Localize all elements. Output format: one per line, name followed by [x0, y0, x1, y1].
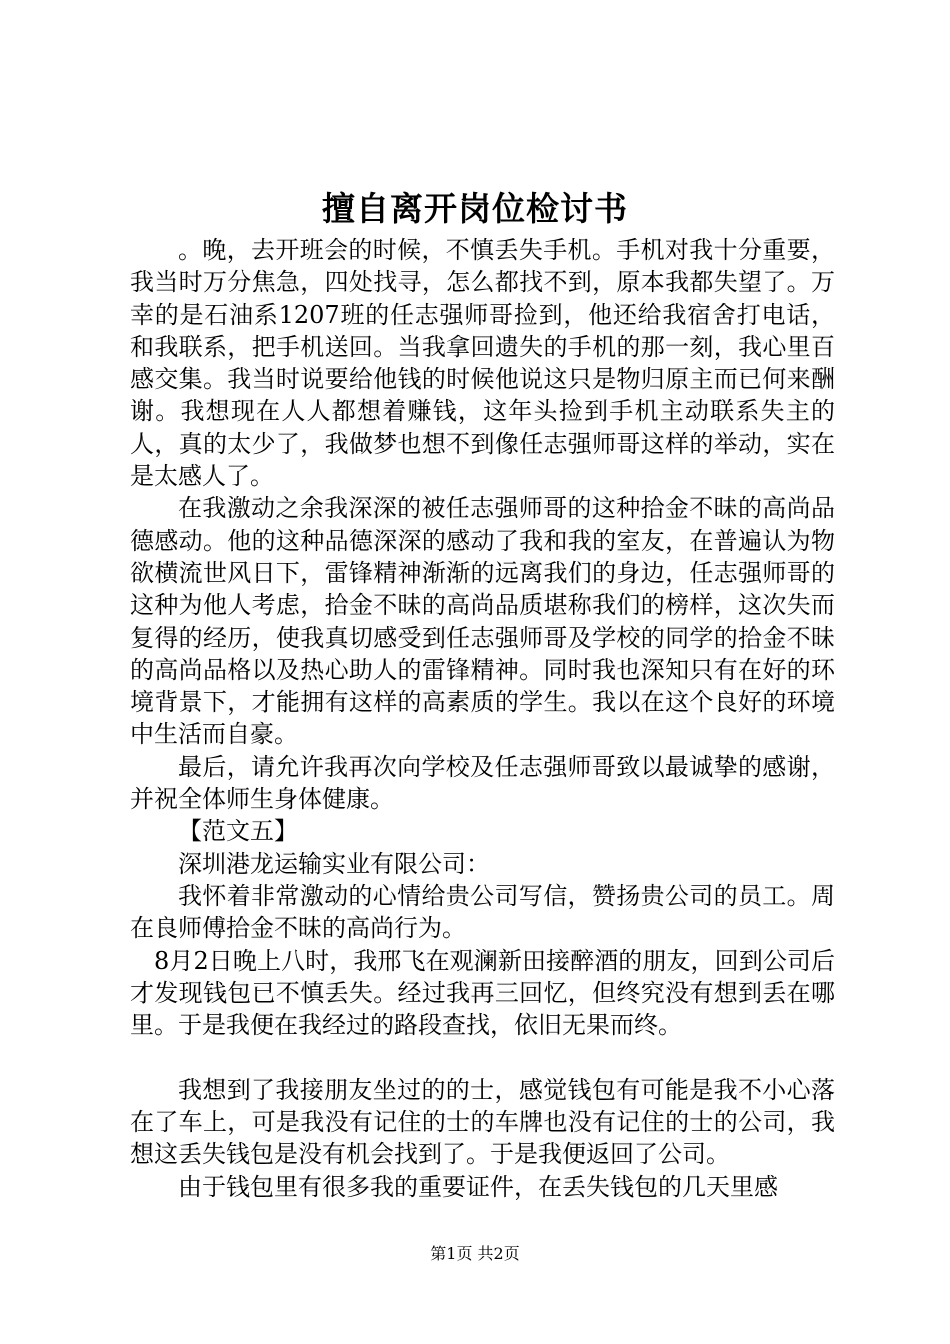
- blank-line: [130, 1041, 835, 1073]
- paragraph-2: 在我激动之余我深深的被任志强师哥的这种拾金不昧的高尚品德感动。他的这种品德深深的感动了我和我的室友，在普遍认为物欲横流世风日下，雷锋精神渐渐的远离我们的身边，任志强师哥的这种为他人考虑，拾金不昧的高尚品质堪称我们的榜样，这次失而复得的经历，使我真切感受到任志强师哥及学校的同学的拾金不昧的高尚品格以及热心助人的雷锋精神。同时我也深知只有在好的环境背景下，才能拥有这样的高素质的学生。我以在这个良好的环境中生活而自豪。: [130, 494, 835, 749]
- sample-heading: 【范文五】: [178, 817, 298, 846]
- paragraph-5: 8月2日晚上八时，我邢飞在观澜新田接醉酒的朋友，回到公司后才发现钱包已不慎丢失。经过我再三回忆，但终究没有想到丢在哪里。于是我便在我经过的路段查找，依旧无果而终。: [130, 946, 835, 1040]
- document-body: [130, 234, 835, 1203]
- paragraph-1: 。晚，去开班会的时候，不慎丢失手机。手机对我十分重要，我当时万分焦急，四处找寻，怎么都找不到，原本我都失望了。万幸的是石油系1207班的任志强师哥捡到，他还给我宿舍打电话，和我联系，把手机送回。当我拿回遗失的手机的那一刻，我心里百感交集。我当时说要给他钱的时候他说这只是物归原主而已何来酬谢。我想现在人人都想着赚钱，这年头捡到手机主动联系失主的人，真的太少了，我做梦也想不到像任志强师哥这样的举动，实在是太感人了。: [130, 236, 835, 491]
- paragraph-4: 我怀着非常激动的心情给贵公司写信，赞扬贵公司的员工。周在良师傅拾金不昧的高尚行为。: [130, 881, 835, 943]
- letter-salutation: 深圳港龙运输实业有限公司：: [178, 849, 490, 878]
- page-footer: 第1页 共2页: [430, 1244, 520, 1263]
- paragraph-3: 最后，请允许我再次向学校及任志强师哥致以最诚挚的感谢，并祝全体师生身体健康。: [130, 752, 835, 814]
- document-title: 擅自离开岗位检讨书: [322, 189, 628, 228]
- paragraph-7: 由于钱包里有很多我的重要证件，在丢失钱包的几天里感: [178, 1172, 778, 1201]
- paragraph-6: 我想到了我接朋友坐过的的士，感觉钱包有可能是我不小心落在了车上，可是我没有记住的士的车牌也没有记住的士的公司，我想这丢失钱包是没有机会找到了。于是我便返回了公司。: [130, 1075, 835, 1169]
